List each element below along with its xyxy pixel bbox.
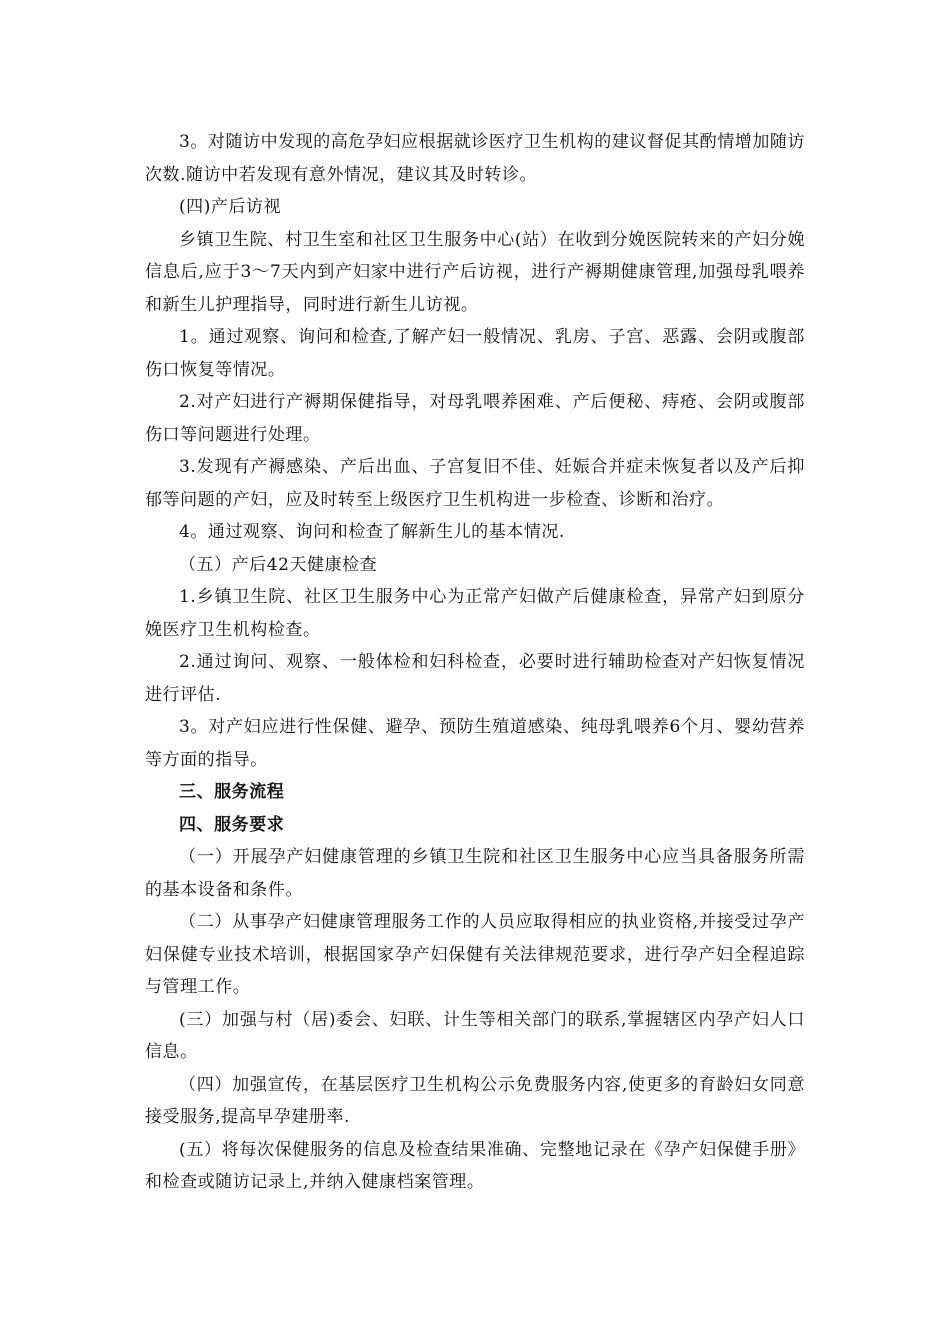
heading-service-process: 三、服务流程 <box>179 782 285 802</box>
section-heading-42-day-check: （五）产后42天健康检查 <box>179 554 378 575</box>
paragraph-followup-high-risk: 3。对随访中发现的高危孕妇应根据就诊医疗卫生机构的建议督促其酌情增加随访次数.随访中若发现有意外情况，建议其及时转诊。 <box>145 132 805 185</box>
paragraph-requirement-3: (三）加强与村（居)委会、妇联、计生等相关部门的联系,掌握辖区内孕产妇人口信息。 <box>145 1009 805 1062</box>
paragraph-postpartum-item-2: 2.对产妇进行产褥期保健指导，对母乳喂养困难、产后便秘、痔疮、会阴或腹部伤口等问题进行处理。 <box>145 392 805 445</box>
paragraph-postpartum-item-1: 1。通过观察、询问和检查,了解产妇一般情况、乳房、子宫、恶露、会阴或腹部伤口恢复等情况。 <box>145 327 805 380</box>
document-page <box>145 126 805 1199</box>
paragraph-requirement-2: （二）从事孕产妇健康管理服务工作的人员应取得相应的执业资格,并接受过孕产妇保健专业技术培训，根据国家孕产妇保健有关法律规范要求，进行孕产妇全程追踪与管理工作。 <box>145 912 805 997</box>
paragraph-postpartum-item-4: 4。通过观察、询问和检查了解新生儿的基本情况. <box>179 522 565 542</box>
paragraph-requirement-4: （四）加强宣传，在基层医疗卫生机构公示免费服务内容,使更多的育龄妇女同意接受服务,提高早孕建册率. <box>145 1074 805 1127</box>
paragraph-requirement-1: （一）开展孕产妇健康管理的乡镇卫生院和社区卫生服务中心应当具备服务所需的基本设备和条件。 <box>145 847 805 900</box>
paragraph-42-day-item-2: 2.通过询问、观察、一般体检和妇科检查，必要时进行辅助检查对产妇恢复情况进行评估. <box>145 652 805 705</box>
heading-service-requirements: 四、服务要求 <box>179 814 285 835</box>
section-heading-postpartum-visit: (四)产后访视 <box>179 197 282 217</box>
paragraph-postpartum-item-3: 3.发现有产褥感染、产后出血、子宫复旧不佳、妊娠合并症未恢复者以及产后抑郁等问题的产妇，应及时转至上级医疗卫生机构进一步检查、诊断和治疗。 <box>145 457 805 510</box>
paragraph-postpartum-visit-intro: 乡镇卫生院、村卫生室和社区卫生服务中心(站）在收到分娩医院转来的产妇分娩信息后,应于3～7天内到产妇家中进行产后访视，进行产褥期健康管理,加强母乳喂养和新生儿护理指导，同时进行新生儿访视。 <box>145 229 805 315</box>
paragraph-requirement-5: (五）将每次保健服务的信息及检查结果准确、完整地记录在《孕产妇保健手册》和检查或随访记录上,并纳入健康档案管理。 <box>145 1139 805 1192</box>
paragraph-42-day-item-3: 3。对产妇应进行性保健、避孕、预防生殖道感染、纯母乳喂养6个月、婴幼营养等方面的指导。 <box>145 717 805 770</box>
paragraph-42-day-item-1: 1.乡镇卫生院、社区卫生服务中心为正常产妇做产后健康检查，异常产妇到原分娩医疗卫生机构检查。 <box>145 587 805 640</box>
